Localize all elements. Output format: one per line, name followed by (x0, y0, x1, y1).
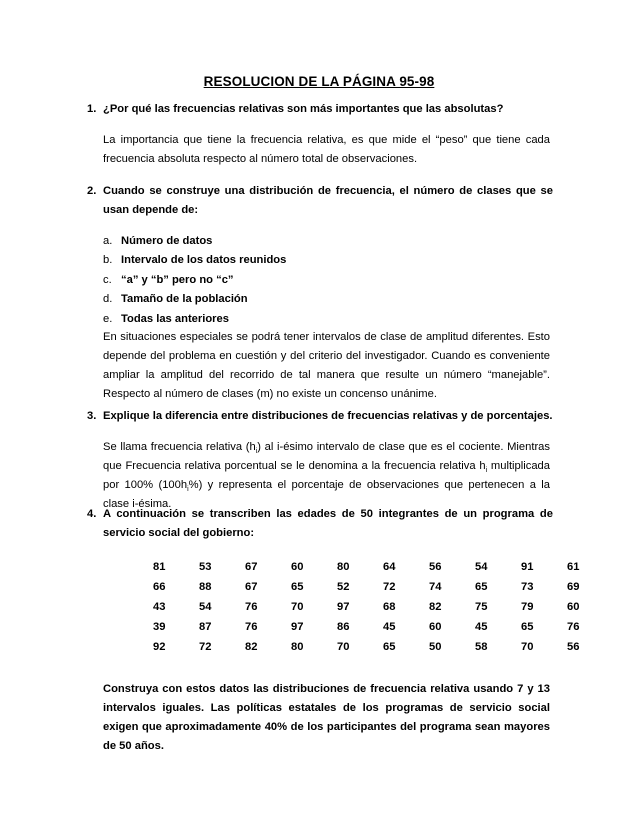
ages-table-body (140, 557, 600, 657)
age-cell: 65 (521, 621, 534, 633)
age-cell: 53 (199, 561, 212, 573)
age-cell: 82 (245, 641, 258, 653)
age-cell: 70 (337, 641, 350, 653)
age-cell: 88 (199, 581, 212, 593)
question-3-number: 3. (87, 410, 97, 422)
question-4-instruction: Construya con estos datos las distribuciones de frecuencia relativa usando 7 y 13 intervalos iguales. Las políticas estatales de los programas de servicio social exigen que aproximadamente 40% de los participantes del programa sean mayores de 50 años. (103, 683, 550, 752)
answer-3-part-1: Se llama frecuencia relativa (h (103, 441, 256, 453)
option-text: Intervalo de los datos reunidos (121, 254, 287, 267)
age-cell: 43 (153, 601, 166, 613)
ages-table (140, 557, 600, 657)
option-e (103, 310, 503, 329)
subscript-i: i (485, 467, 488, 475)
age-cell: 56 (567, 641, 580, 653)
question-4 (87, 505, 553, 543)
option-c (103, 271, 503, 290)
question-4-text: A continuación se transcriben las edades de 50 integrantes de un programa de servicio social del gobierno: (103, 508, 553, 539)
age-cell: 70 (521, 641, 534, 653)
age-cell: 68 (383, 601, 396, 613)
age-cell: 80 (337, 561, 350, 573)
age-cell: 73 (521, 581, 534, 593)
option-d (103, 290, 503, 309)
age-cell: 76 (245, 621, 258, 633)
age-cell: 82 (429, 601, 442, 613)
age-cell: 54 (199, 601, 212, 613)
option-b (103, 251, 503, 270)
age-cell: 52 (337, 581, 350, 593)
option-text: Tamaño de la población (121, 293, 248, 306)
table-row (140, 577, 600, 597)
question-2-text: Cuando se construye una distribución de frecuencia, el número de clases que se usan depende de: (103, 185, 553, 216)
answer-3-part-2: ) al i-ésimo intervalo de clase que es el cociente. Mientras que Frecuencia relativa porcentual se le denomina a la frecuencia relativa h (103, 441, 550, 472)
age-cell: 45 (475, 621, 488, 633)
option-a (103, 232, 503, 251)
subscript-i: i (255, 448, 258, 456)
age-cell: 66 (153, 581, 166, 593)
option-text: Número de datos (121, 235, 213, 247)
age-cell: 50 (429, 641, 442, 653)
question-1-text: ¿Por qué las frecuencias relativas son más importantes que las absolutas? (103, 103, 504, 115)
question-3 (87, 407, 553, 426)
option-letter: a. (103, 235, 113, 247)
age-cell: 97 (291, 621, 304, 633)
age-cell: 60 (291, 561, 304, 573)
subscript-i: i (187, 486, 189, 494)
age-cell: 72 (383, 581, 396, 593)
question-2-options (103, 232, 503, 329)
age-cell: 65 (291, 581, 304, 593)
age-cell: 75 (475, 601, 488, 613)
option-letter: b. (103, 254, 113, 267)
age-cell: 67 (245, 561, 258, 573)
option-letter: c. (103, 273, 112, 286)
option-text: “a” y “b” pero no “c” (121, 273, 234, 286)
age-cell: 76 (245, 601, 258, 613)
age-cell: 54 (475, 561, 488, 573)
age-cell: 39 (153, 621, 166, 633)
age-cell: 60 (567, 601, 580, 613)
age-cell: 97 (337, 601, 350, 613)
age-cell: 72 (199, 641, 212, 653)
answer-2: En situaciones especiales se podrá tener intervalos de clase de amplitud diferentes. Esto depende del problema en cuestión y del criterio del investigador. Cuando es conveniente ampliar la amplitud del recorrido de tal manera que resulte un número “manejable”. Respecto al número de clases (m) no existe un concenso unánime. (103, 331, 550, 400)
age-cell: 87 (199, 621, 212, 633)
question-1 (87, 100, 553, 119)
age-cell: 81 (153, 561, 166, 573)
age-cell: 65 (383, 641, 396, 653)
age-cell: 61 (567, 561, 580, 573)
age-cell: 80 (291, 641, 304, 653)
question-3-text: Explique la diferencia entre distribuciones de frecuencias relativas y de porcentajes. (103, 410, 553, 422)
question-4-number: 4. (87, 508, 97, 520)
age-cell: 58 (475, 641, 488, 653)
option-text: Todas las anteriores (121, 312, 229, 325)
question-2-number: 2. (87, 185, 97, 197)
age-cell: 92 (153, 641, 166, 653)
age-cell: 65 (475, 581, 488, 593)
table-row (140, 637, 600, 657)
age-cell: 79 (521, 601, 534, 613)
age-cell: 45 (383, 621, 396, 633)
answer-3-part-3: multiplicada por 100% (100h (103, 460, 550, 491)
option-letter: e. (103, 312, 113, 325)
answer-3 (103, 438, 550, 514)
question-1-number: 1. (87, 103, 97, 115)
age-cell: 74 (429, 581, 442, 593)
table-row (140, 597, 600, 617)
page-title: RESOLUCION DE LA PÁGINA 95-98 (203, 74, 435, 89)
table-row (140, 557, 600, 577)
age-cell: 76 (567, 621, 580, 633)
answer-1: La importancia que tiene la frecuencia relativa, es que mide el “peso” que tiene cada frecuencia absoluta respecto al número total de observaciones. (103, 134, 550, 165)
answer-3-part-4: %) y representa el porcentaje de observaciones que pertenecen a la clase i-ésima. (103, 479, 550, 510)
age-cell: 70 (291, 601, 304, 613)
age-cell: 86 (337, 621, 350, 633)
option-letter: d. (103, 293, 113, 306)
age-cell: 69 (567, 581, 580, 593)
age-cell: 56 (429, 561, 442, 573)
table-row (140, 617, 600, 637)
age-cell: 67 (245, 581, 258, 593)
age-cell: 91 (521, 561, 534, 573)
age-cell: 60 (429, 621, 442, 633)
question-2 (87, 182, 553, 220)
age-cell: 64 (383, 561, 396, 573)
